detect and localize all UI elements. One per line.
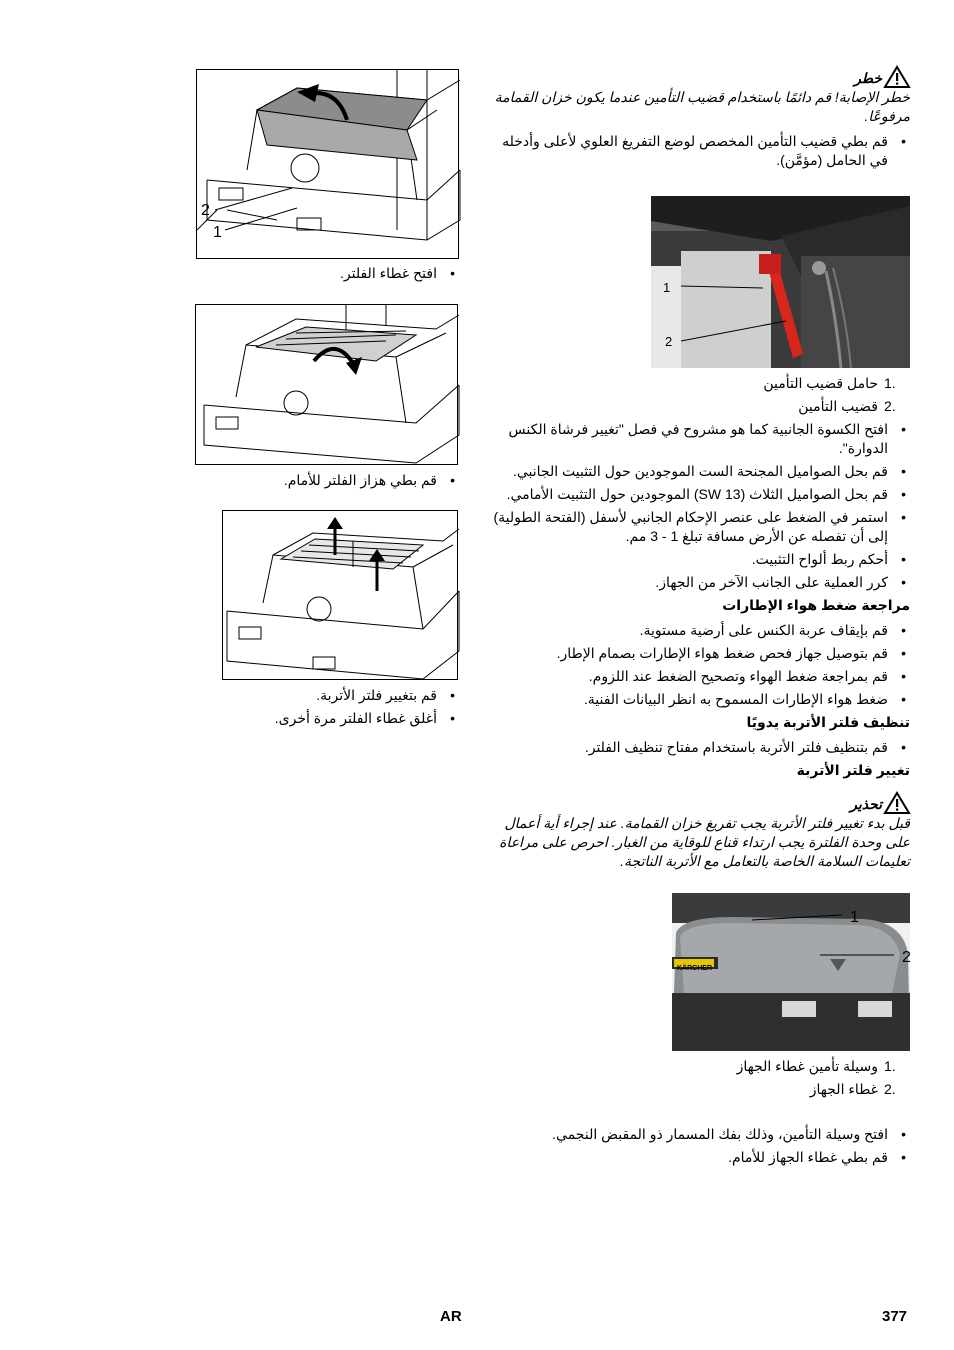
clean-filter-list bbox=[492, 738, 910, 757]
bullets-c bbox=[492, 1125, 910, 1167]
change-filter-figure bbox=[222, 510, 458, 680]
tyre-pressure-list bbox=[492, 621, 910, 709]
legend-b bbox=[492, 1057, 910, 1099]
callout-label-1: 1 bbox=[663, 280, 671, 295]
list-item: • استمر في الضغط على عنصر الإحكام الجانبي لأسفل (الفتحة الطولية) إلى أن تفصله عن الأرض مسافة تبلغ 1 - 3 مم. bbox=[492, 508, 910, 546]
section-title-clean-filter: تنظيف فلتر الأتربة يدويًا bbox=[746, 714, 910, 730]
list-item: • ضغط هواء الإطارات المسموح به انظر البيانات الفنية. bbox=[492, 690, 910, 709]
caption-filter-shaker bbox=[196, 471, 459, 494]
footer-language: AR bbox=[440, 1308, 462, 1325]
warning-triangle-icon bbox=[884, 792, 910, 814]
list-item: • قم بحل الصواميل المجنحة الست الموجودين حول التثبيت الجانبي. bbox=[492, 462, 910, 481]
legend-item: 1. وسيلة تأمين غطاء الجهاز bbox=[736, 1058, 896, 1074]
safety-rod-figure bbox=[651, 196, 910, 368]
filter-shaker-figure bbox=[195, 304, 458, 465]
danger-title: خطر bbox=[854, 70, 882, 86]
list-item: • افتح وسيلة التأمين، وذلك بفك المسمار ذو المقبض النجمي. bbox=[492, 1125, 910, 1144]
machine-cover-figure bbox=[672, 893, 910, 1051]
list-item: • قم بطي هزاز الفلتر للأمام. bbox=[196, 471, 459, 490]
danger-text: خطر الإصابة! قم دائمًا باستخدام قضيب التأمين عندما يكون خزان القمامة مرفوعًا. bbox=[494, 89, 910, 124]
footer-page-number: 377 bbox=[882, 1308, 908, 1325]
open-filter-cover-figure bbox=[196, 69, 459, 259]
list-item: • قم بمراجعة ضغط الهواء وتصحيح الضغط عند اللزوم. bbox=[492, 667, 910, 686]
list-item: • افتح الكسوة الجانبية كما هو مشروح في فصل "تغيير فرشاة الكنس الدوارة". bbox=[492, 420, 910, 458]
section-title-change-filter: تغيير فلتر الأتربة bbox=[796, 762, 910, 778]
caption-open-filter-cover bbox=[196, 264, 459, 287]
warning-triangle-icon bbox=[884, 66, 910, 88]
bullets-a bbox=[492, 132, 910, 170]
callout-label-1: 1 bbox=[850, 909, 859, 926]
brand-label: KÄRCHER bbox=[677, 965, 712, 972]
list-item: • قم بإيقاف عربة الكنس على أرضية مستوية. bbox=[492, 621, 910, 640]
list-item: • قم بتغيير فلتر الأتربة. bbox=[196, 686, 459, 705]
list-item: • قم بتنظيف فلتر الأتربة باستخدام مفتاح تنظيف الفلتر. bbox=[492, 738, 910, 757]
list-item: • قم بتوصيل جهاز فحص ضغط هواء الإطارات بصمام الإطار. bbox=[492, 644, 910, 663]
caution-title: تحذير bbox=[850, 796, 882, 812]
change-filter-line-drawing bbox=[223, 511, 459, 681]
list-item: • افتح غطاء الفلتر. bbox=[196, 264, 459, 283]
bullets-b bbox=[492, 420, 910, 592]
list-item: • أحكم ربط ألواح التثبيت. bbox=[492, 550, 910, 569]
callout-label-2: 2 bbox=[201, 202, 210, 219]
list-item: • أغلق غطاء الفلتر مرة أخرى. bbox=[196, 709, 459, 728]
safety-rod-illustration bbox=[651, 196, 910, 368]
list-item: • قم بطي غطاء الجهاز للأمام. bbox=[492, 1148, 910, 1167]
callout-label-1: 1 bbox=[213, 224, 222, 241]
legend-a bbox=[492, 374, 910, 416]
callout-label-2: 2 bbox=[902, 949, 911, 966]
caution-text: قبل بدء تغيير فلتر الأتربة يجب تفريغ خزان القمامة. عند إجراء أية أعمال على وحدة الفلترة يجب ارتداء قناع للوقاية من الغبار. احرص على مراعاة تعليمات السلامة الخاصة بالتعامل مع الأتربة الناتجة. bbox=[499, 815, 910, 869]
filter-shaker-line-drawing bbox=[196, 305, 459, 466]
legend-item: 2. غطاء الجهاز bbox=[809, 1081, 896, 1097]
danger-heading bbox=[492, 60, 910, 88]
section-title-tyre-pressure: مراجعة ضغط هواء الإطارات bbox=[722, 597, 910, 613]
caption-change-filter bbox=[196, 686, 459, 732]
legend-item: 1. حامل قضيب التأمين bbox=[763, 375, 896, 391]
callout-label-2: 2 bbox=[665, 334, 673, 349]
legend-item: 2. قضيب التأمين bbox=[798, 398, 896, 414]
right-column bbox=[492, 60, 910, 1171]
filter-cover-line-drawing bbox=[197, 70, 460, 260]
list-item: • كرر العملية على الجانب الآخر من الجهاز. bbox=[492, 573, 910, 592]
caution-heading bbox=[492, 786, 910, 814]
list-item: • قم بحل الصواميل الثلاث (SW 13) الموجودين حول التثبيت الأمامي. bbox=[492, 485, 910, 504]
list-item: • قم بطي قضيب التأمين المخصص لوضع التفريغ العلوي لأعلى وأدخله في الحامل (مؤمَّن). bbox=[492, 132, 910, 170]
